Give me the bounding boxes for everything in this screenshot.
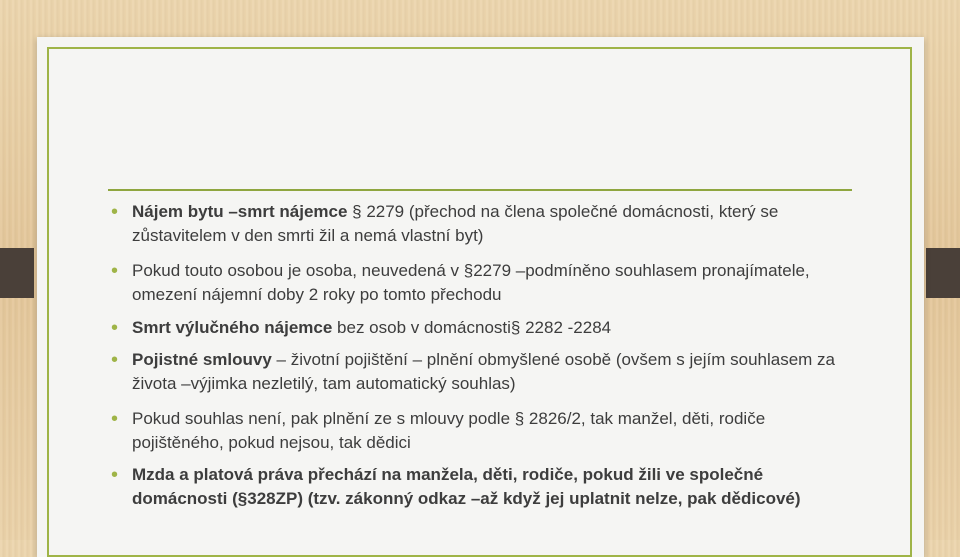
bullet-icon: • bbox=[111, 464, 119, 486]
right-side-tab bbox=[926, 248, 960, 298]
bullet-bold-text: Nájem bytu –smrt nájemce bbox=[132, 202, 348, 221]
bullet-icon: • bbox=[111, 408, 119, 430]
list-item bbox=[108, 407, 848, 455]
bullet-text: § 2279 (přechod na člena společné domácnosti, který se zůstavitelem v den smrti žil a nemá vlastní byt) bbox=[132, 202, 779, 245]
bullet-text: Pokud souhlas není, pak plnění ze s mlouvy podle § 2826/2, tak manžel, děti, rodiče pojištěného, pokud nejsou, tak dědici bbox=[132, 409, 766, 452]
bullet-bold-text: Mzda a platová práva přechází na manžela, děti, rodiče, pokud žili ve společné domácnosti (§328ZP) (tzv. zákonný odkaz –až když jej uplatnit nelze, pak dědicové) bbox=[132, 465, 801, 508]
list-item bbox=[108, 463, 848, 511]
title-divider-line bbox=[108, 189, 852, 191]
list-item bbox=[108, 316, 848, 340]
bullet-icon: • bbox=[111, 260, 119, 282]
bullet-bold-text: Smrt výlučného nájemce bbox=[132, 318, 333, 337]
bullet-text: bez osob v domácnosti§ 2282 -2284 bbox=[332, 318, 612, 337]
list-item bbox=[108, 348, 848, 396]
bullet-icon: • bbox=[111, 201, 119, 223]
list-item bbox=[108, 259, 848, 307]
bullet-bold-text: Pojistné smlouvy bbox=[132, 350, 272, 369]
bullet-list bbox=[108, 200, 848, 511]
bullet-icon: • bbox=[111, 317, 119, 339]
bullet-text: Pokud touto osobou je osoba, neuvedená v §2279 –podmíněno souhlasem pronajímatele, omezení nájemní doby 2 roky po tomto přechodu bbox=[132, 261, 810, 304]
list-item bbox=[108, 200, 848, 248]
bullet-icon: • bbox=[111, 349, 119, 371]
left-side-tab bbox=[0, 248, 34, 298]
bullet-text: – životní pojištění – plnění obmyšlené osobě (ovšem s jejím souhlasem za života –výjimka nezletilý, tam automatický souhlas) bbox=[132, 350, 836, 393]
